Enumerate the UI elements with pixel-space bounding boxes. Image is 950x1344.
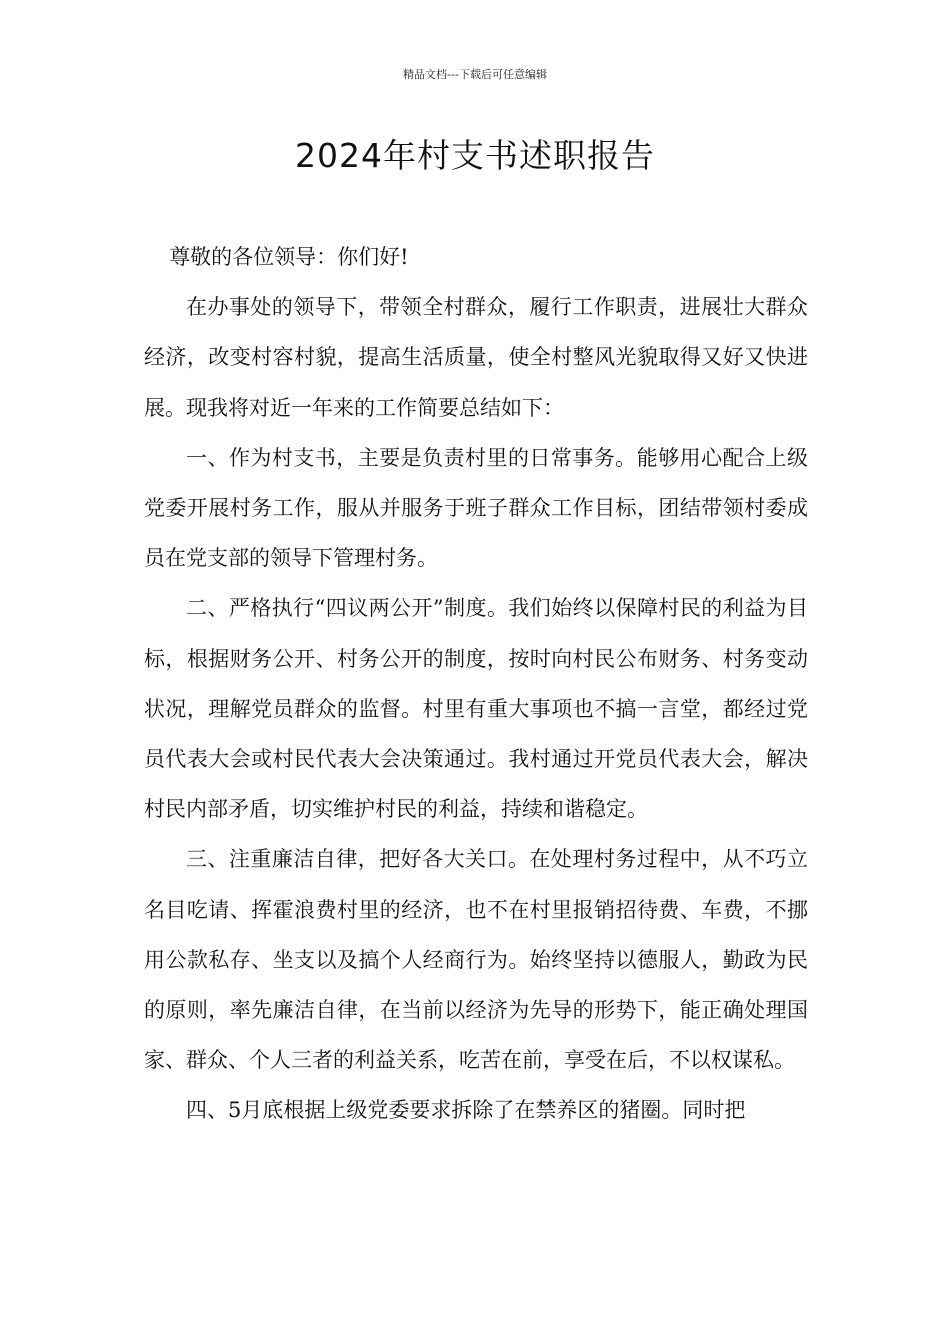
document-body [144,232,808,1136]
page-header: 精品文档---下载后可任意编辑 [403,68,547,81]
body-paragraph: 在办事处的领导下，带领全村群众，履行工作职责，进展壮大群众经济，改变村容村貌，提高生活质量，使全村整风光貌取得又好又快进展。现我将对近一年来的工作简要总结如下： [144,295,808,420]
body-paragraph: 一、作为村支书，主要是负责村里的日常事务。能够用心配合上级党委开展村务工作，服从并服务于班子群众工作目标，团结带领村委成员在党支部的领导下管理村务。 [144,445,808,571]
salutation-paragraph: 尊敬的各位领导：你们好! [169,245,409,269]
body-paragraph: 三、注重廉洁自律，把好各大关口。在处理村务过程中，从不巧立名目吃请、挥霍浪费村里的经济，也不在村里报销招待费、车费，不挪用公款私存、坐支以及搞个人经商行为。始终坚持以德服人，勤政为民的原则，率先廉洁自律，在当前以经济为先导的形势下，能正确处理国家、群众、个人三者的利益关系，吃苦在前，享受在后，不以权谋私。 [144,847,808,1073]
document-title: 2024年村支书述职报告 [295,136,655,175]
body-paragraph: 四、5月底根据上级党委要求拆除了在禁养区的猪圈。同时把 [186,1098,746,1123]
body-paragraph: 二、严格执行“四议两公开”制度。我们始终以保障村民的利益为目标，根据财务公开、村务公开的制度，按时向村民公布财务、村务变动状况，理解党员群众的监督。村里有重大事项也不搞一言堂，都经过党员代表大会或村民代表大会决策通过。我村通过开党员代表大会，解决村民内部矛盾，切实维护村民的利益，持续和谐稳定。 [144,596,808,822]
